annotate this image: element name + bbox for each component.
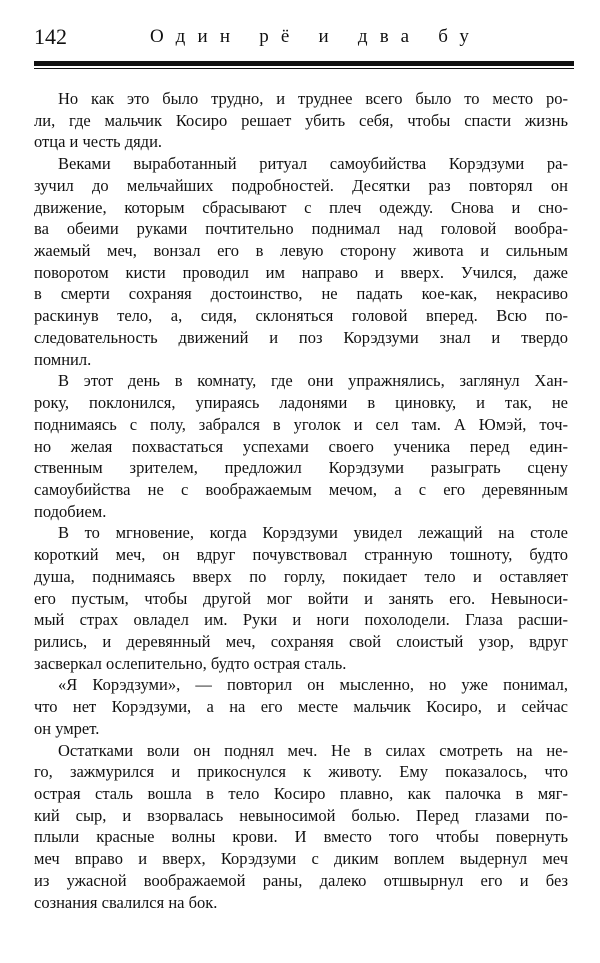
paragraph bbox=[34, 370, 568, 522]
header-rule-thin bbox=[34, 68, 574, 69]
text-line: Остатками воли он поднял меч. Не в силах смотреть на не- bbox=[58, 740, 568, 760]
text-line: подобием. bbox=[34, 501, 107, 521]
text-line: Но как это было трудно, и труднее всего было то место ро- bbox=[58, 89, 568, 108]
text-line: В то мгновение, когда Корэдзуми увидел лежащий на столе bbox=[58, 523, 568, 543]
text-line: из ужасной воображаемой раны, далеко отшвырнул его и без bbox=[34, 870, 568, 890]
text-line: плыли красные волны крови. И вместо того чтобы повернуть bbox=[34, 827, 568, 847]
running-title: Один рё и два бу bbox=[150, 26, 482, 47]
text-line: помнил. bbox=[34, 349, 92, 369]
text-line: что нет Корэдзуми, а на его месте мальчик Косиро, и сейчас bbox=[34, 697, 568, 717]
paragraph bbox=[34, 522, 568, 674]
text-line: засверкал ослепительно, будто острая сталь. bbox=[34, 653, 347, 673]
text-line: в смерти сохраняя достоинство, не падать кое-как, некрасиво bbox=[34, 284, 568, 304]
text-line: мый страх овладел им. Руки и ноги похолодели. Глаза расши- bbox=[34, 610, 568, 630]
text-line: поднимаясь с полу, забрался в уголок и сел там. А Юмэй, точ- bbox=[34, 414, 568, 434]
text-line: его пустым, чтобы другой мог войти и занять его. Невыноси- bbox=[34, 588, 568, 608]
text-line: отца и честь дяди. bbox=[34, 132, 163, 152]
text-line: самоубийства не с воображаемым мечом, а с его деревянным bbox=[34, 479, 568, 499]
text-line: В этот день в комнату, где они упражнялись, заглянул Хан- bbox=[58, 371, 568, 391]
paragraph bbox=[34, 740, 568, 914]
text-line: поворотом кисти проводил им направо и вверх. Учился, даже bbox=[34, 262, 568, 282]
page-header bbox=[34, 24, 574, 54]
text-line: острая сталь вошла в тело Косиро плавно, как палочка в мяг- bbox=[34, 784, 568, 803]
text-line: зучил до мельчайших подробностей. Десятки раз повторял он bbox=[34, 175, 568, 195]
text-line: раскинув тело, а, сидя, склоняться головой вперед. Всю по- bbox=[34, 306, 568, 326]
text-line: Веками выработанный ритуал самоубийства Корэдзуми ра- bbox=[58, 154, 568, 174]
text-line: ственным зрителем, предложил Корэдзуми разыграть сцену bbox=[34, 458, 568, 478]
text-line: но желая похвастаться успехами своего ученика перед един- bbox=[34, 436, 568, 456]
text-line: он умрет. bbox=[34, 718, 100, 738]
text-line: го, зажмурился и прикоснулся к животу. Ему показалось, что bbox=[34, 762, 568, 782]
paragraph bbox=[34, 153, 568, 370]
text-line: следовательность движений и поз Корэдзуми знал и твердо bbox=[34, 327, 568, 347]
text-line: року, поклонился, упираясь ладонями в циновку, и так, не bbox=[34, 393, 568, 413]
text-line: короткий меч, он вдруг почувствовал странную тошноту, будто bbox=[34, 545, 568, 565]
text-line: сознания свалился на бок. bbox=[34, 892, 218, 912]
text-line: меч вправо и вверх, Корэдзуми с диким воплем выдернул меч bbox=[34, 849, 568, 869]
text-line: «Я Корэдзуми», — повторил он мысленно, но уже понимал, bbox=[58, 675, 568, 695]
text-line: душа, поднимаясь вверх по горлу, покидает тело и оставляет bbox=[34, 566, 568, 586]
paragraph bbox=[34, 674, 568, 739]
text-line: движение, которым сбрасывают с плеч одежду. Снова и сно- bbox=[34, 197, 568, 217]
body-text bbox=[34, 88, 568, 913]
text-line: жаемый меч, вонзал его в левую сторону живота и сильным bbox=[34, 241, 568, 261]
paragraph bbox=[34, 88, 568, 153]
header-rule-thick bbox=[34, 61, 574, 66]
text-line: ли, где мальчик Косиро решает убить себя, чтобы спасти жизнь bbox=[34, 110, 568, 130]
text-line: кий сыр, и взорвалась невыносимой болью. Перед глазами по- bbox=[34, 805, 568, 825]
text-line: рились, и деревянный меч, сохраняя свой слоистый узор, вдруг bbox=[34, 631, 568, 651]
text-line: ва обеими руками почтительно поднимал над головой вообра- bbox=[34, 219, 568, 239]
page-number: 142 bbox=[34, 24, 67, 49]
